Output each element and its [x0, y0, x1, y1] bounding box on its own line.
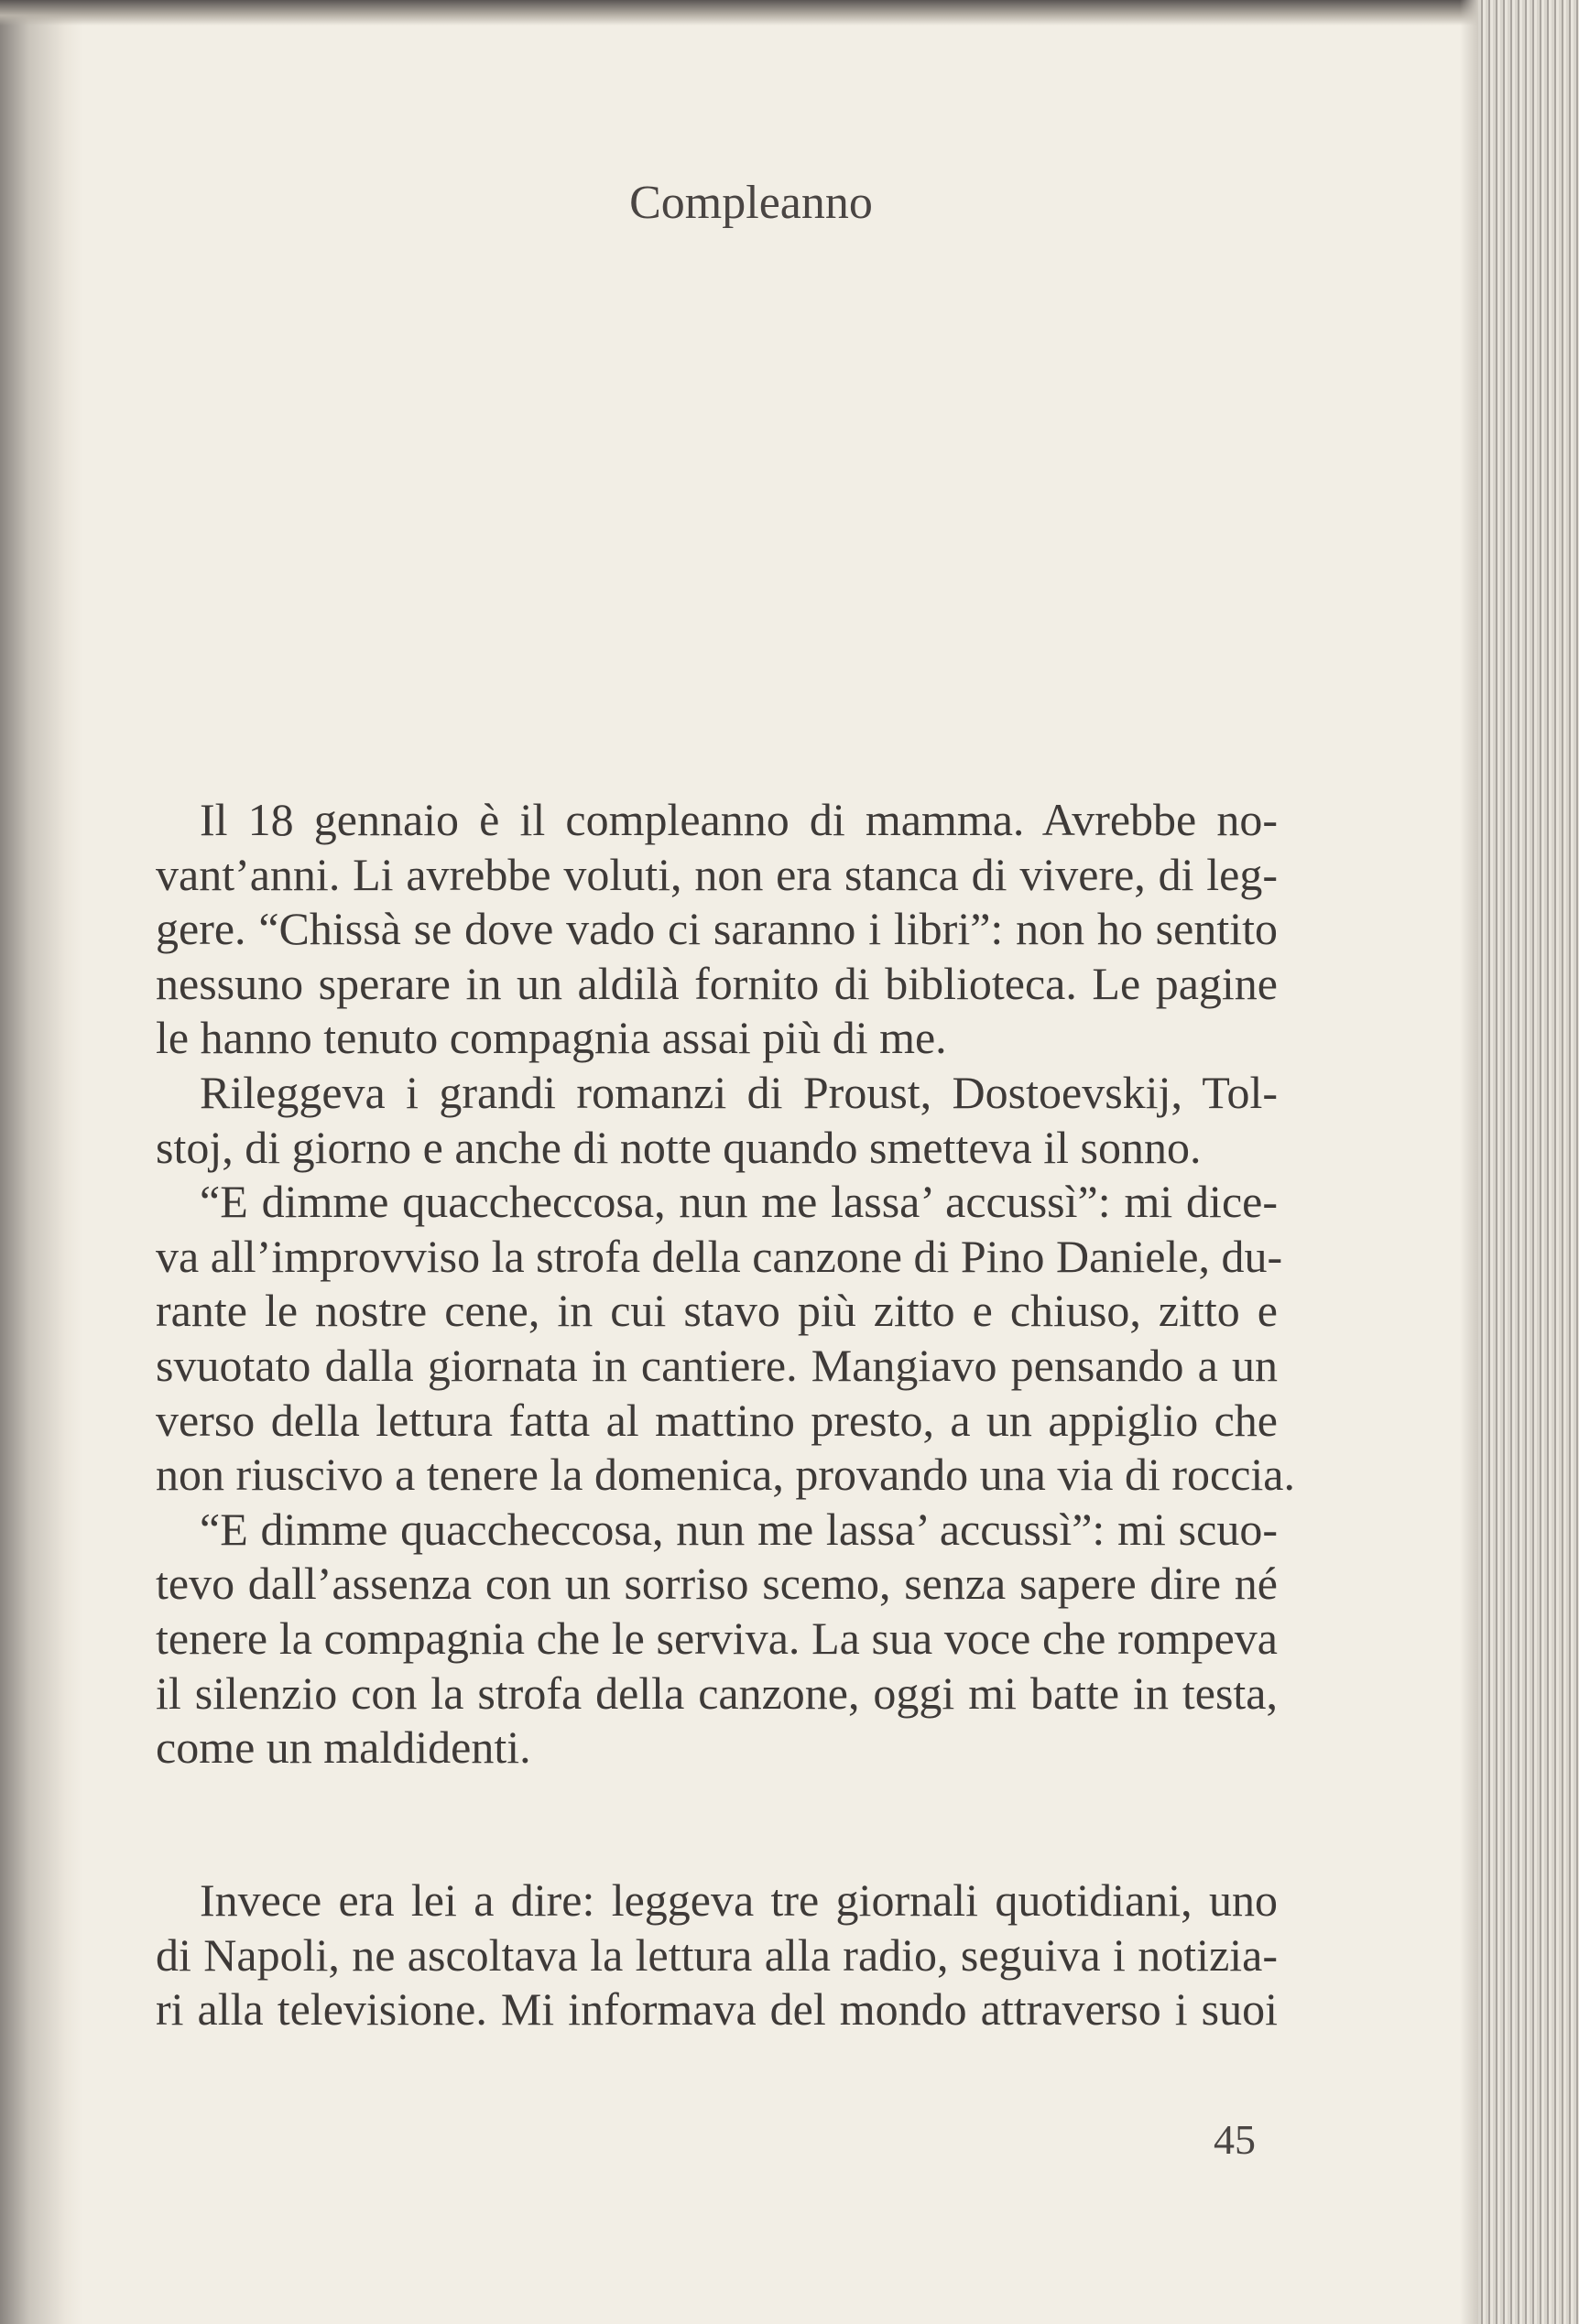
text-line: nessuno sperare in un aldilà fornito di biblioteca. Le pagine: [156, 958, 1278, 1009]
text-line: tevo dall’assenza con un sorriso scemo, senza sapere dire né: [156, 1558, 1278, 1609]
text-line: svuotato dalla giornata in cantiere. Mangiavo pensando a un: [156, 1340, 1278, 1391]
page-top-shadow: [0, 0, 1579, 26]
page-gutter-shadow: [0, 0, 82, 2324]
text-line: le hanno tenuto compagnia assai più di me.: [156, 1012, 947, 1063]
text-line: “E dimme quaccheccosa, nun me lassa’ accussì”: mi scuo-: [200, 1504, 1278, 1555]
text-line: di Napoli, ne ascoltava la lettura alla radio, seguiva i notizia-: [156, 1929, 1278, 1981]
text-line: stoj, di giorno e anche di notte quando smetteva il sonno.: [156, 1122, 1202, 1173]
text-line: va all’improvviso la strofa della canzone di Pino Daniele, du-: [156, 1231, 1283, 1282]
text-line: gere. “Chissà se dove vado ci saranno i libri”: non ho sentito: [156, 903, 1278, 954]
chapter-title: Compleanno: [629, 177, 873, 229]
text-line: Il 18 gennaio è il compleanno di mamma. Avrebbe no-: [200, 794, 1278, 845]
text-line: “E dimme quaccheccosa, nun me lassa’ accussì”: mi dice-: [200, 1176, 1278, 1227]
text-line: rante le nostre cene, in cui stavo più zitto e chiuso, zitto e: [156, 1285, 1278, 1336]
text-line: vant’anni. Li avrebbe voluti, non era stanca di vivere, di leg-: [156, 849, 1278, 900]
text-line: ri alla televisione. Mi informava del mondo attraverso i suoi: [156, 1983, 1278, 2035]
text-line: Rileggeva i grandi romanzi di Proust, Dostoevskij, Tol-: [200, 1067, 1278, 1118]
text-line: il silenzio con la strofa della canzone, oggi mi batte in testa,: [156, 1667, 1278, 1719]
text-line: come un maldidenti.: [156, 1721, 531, 1773]
page-edges: [1478, 0, 1579, 2324]
text-line: Invece era lei a dire: leggeva tre giornali quotidiani, uno: [200, 1874, 1278, 1926]
text-line: non riuscivo a tenere la domenica, provando una via di roccia.: [156, 1449, 1295, 1500]
page-number: 45: [1214, 2116, 1256, 2163]
text-line: verso della lettura fatta al mattino presto, a un appiglio che: [156, 1395, 1278, 1446]
text-line: tenere la compagnia che le serviva. La sua voce che rompeva: [156, 1613, 1278, 1664]
